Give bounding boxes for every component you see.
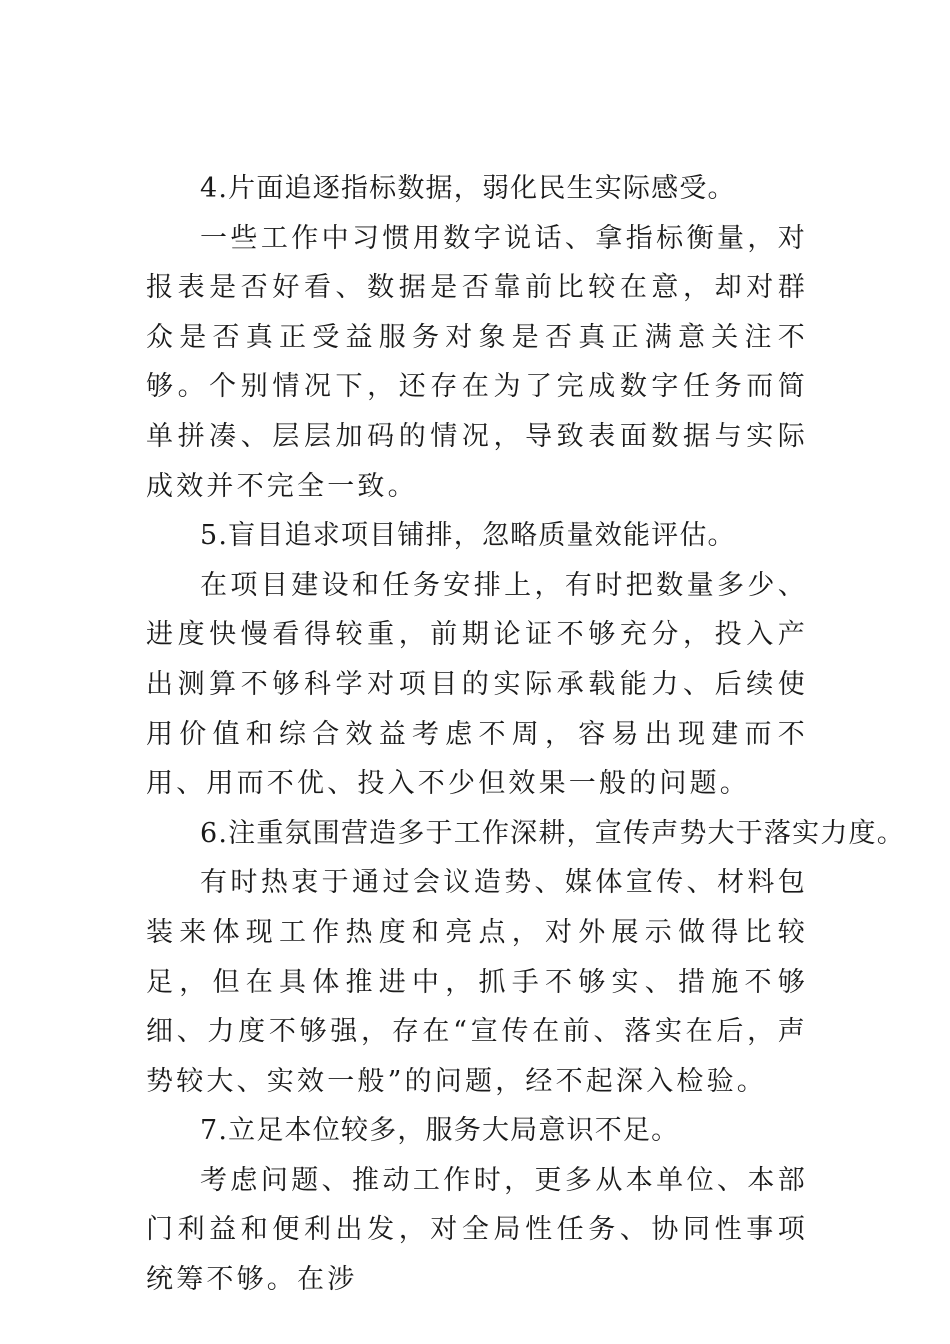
section-heading-4: 4.片面追逐指标数据，弱化民生实际感受。 xyxy=(200,173,736,204)
section-paragraph-4: 一些工作中习惯用数字说话、拿指标衡量，对报表是否好看、数据是否靠前比较在意，却对群众是否真正受益服务对象是否真正满意关注不够。个别情况下，还存在为了完成数字任务而简单拼凑、层层加码的情况，导致表面数据与实际成效并不完全一致。 xyxy=(146,222,808,502)
section-heading-5: 5.盲目追求项目铺排，忽略质量效能评估。 xyxy=(200,520,736,552)
document-body xyxy=(146,164,905,1305)
section-heading-6: 6.注重氛围营造多于工作深耕，宣传声势大于落实力度。 xyxy=(200,817,905,849)
section-paragraph-6: 有时热衷于通过会议造势、媒体宣传、材料包装来体现工作热度和亮点，对外展示做得比较足，但在具体推进中，抓手不够实、措施不够细、力度不够强，存在“宣传在前、落实在后，声势较大、实效一般”的问题，经不起深入检验。 xyxy=(146,867,808,1097)
section-paragraph-5: 在项目建设和任务安排上，有时把数量多少、进度快慢看得较重，前期论证不够充分，投入产出测算不够科学对项目的实际承载能力、后续使用价值和综合效益考虑不周，容易出现建而不用、用而不优、投入不少但效果一般的问题。 xyxy=(146,569,808,800)
section-paragraph-7: 考虑问题、推动工作时，更多从本单位、本部门利益和便利出发，对全局性任务、协同性事项统筹不够。在涉 xyxy=(146,1164,808,1296)
section-heading-7: 7.立足本位较多，服务大局意识不足。 xyxy=(200,1115,680,1147)
